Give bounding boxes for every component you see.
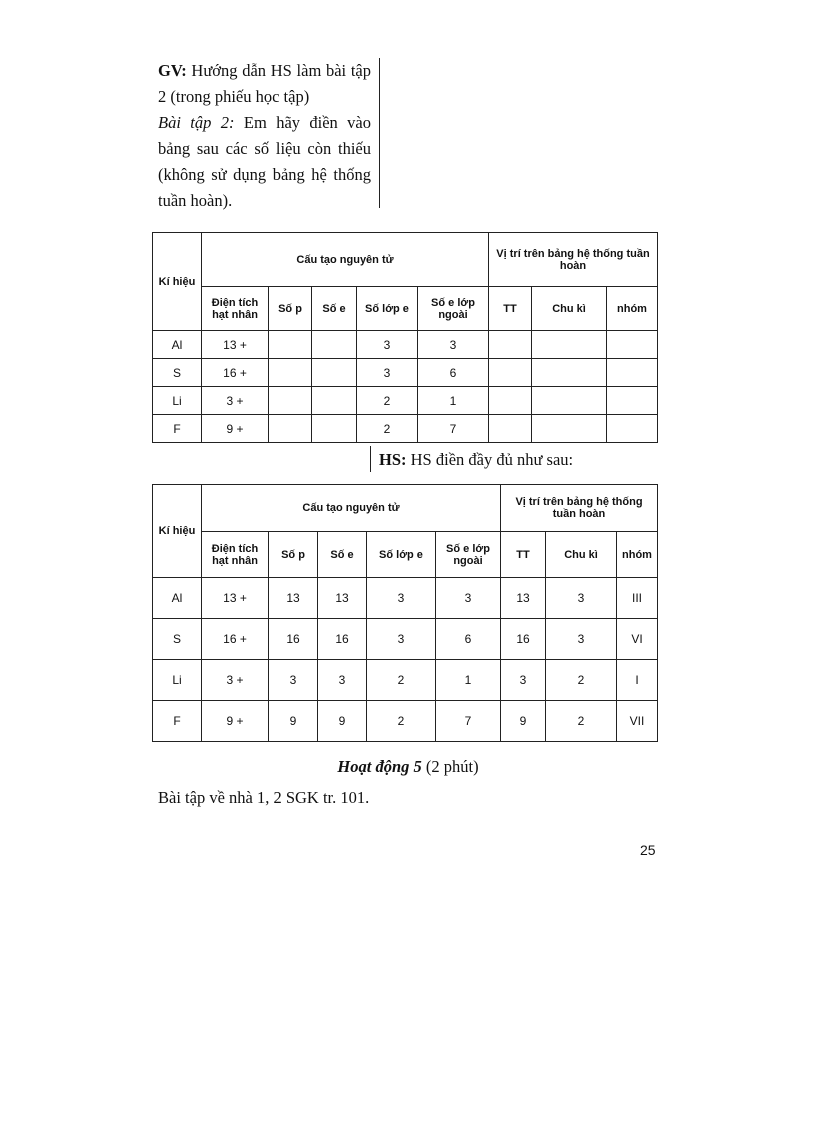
header-so-e: Số e — [312, 287, 357, 331]
table-cell: 16 — [501, 619, 546, 660]
table-cell: Li — [153, 387, 202, 415]
header-tt: TT — [489, 287, 532, 331]
table-cell: 3 — [367, 578, 436, 619]
table-cell[interactable] — [269, 415, 312, 443]
header-vi-tri: Vị trí trên bảng hệ thống tuần hoàn — [501, 485, 658, 532]
table-cell[interactable] — [532, 331, 607, 359]
table-cell: 7 — [436, 701, 501, 742]
table-cell: 3 — [436, 578, 501, 619]
table-cell[interactable] — [312, 415, 357, 443]
table-cell: 2 — [367, 660, 436, 701]
table-cell: F — [153, 701, 202, 742]
table-cell: 2 — [357, 387, 418, 415]
header-nhom: nhóm — [617, 532, 658, 578]
activity-heading — [0, 757, 816, 777]
table-cell: S — [153, 619, 202, 660]
table-cell: 13 — [269, 578, 318, 619]
table-cell: 9 — [501, 701, 546, 742]
table-cell: 16 — [318, 619, 367, 660]
table-cell: 9 + — [202, 701, 269, 742]
table-cell: 3 — [501, 660, 546, 701]
student-answer-intro — [370, 446, 573, 472]
table-cell: 13 + — [202, 331, 269, 359]
header-so-lop-e: Số lớp e — [367, 532, 436, 578]
table-cell[interactable] — [532, 359, 607, 387]
table-row — [153, 660, 658, 701]
table-cell[interactable] — [269, 387, 312, 415]
table-row — [153, 331, 658, 359]
header-so-p: Số p — [269, 287, 312, 331]
table-cell[interactable] — [489, 415, 532, 443]
table-cell[interactable] — [532, 387, 607, 415]
table-cell[interactable] — [607, 415, 658, 443]
teacher-instructions — [158, 58, 380, 208]
table-row — [153, 359, 658, 387]
table-cell: 3 — [546, 578, 617, 619]
table-cell: 3 — [357, 331, 418, 359]
header-so-lop-e: Số lớp e — [357, 287, 418, 331]
table-cell: 9 + — [202, 415, 269, 443]
hs-label: HS: — [379, 450, 407, 469]
header-ki-hieu: Kí hiệu — [153, 485, 202, 578]
header-dien-tich: Điện tích hạt nhân — [202, 532, 269, 578]
table-cell: 13 — [501, 578, 546, 619]
table-row — [153, 619, 658, 660]
homework-note: Bài tập về nhà 1, 2 SGK tr. 101. — [158, 788, 370, 807]
header-so-e-lop-ngoai: Số e lớp ngoài — [418, 287, 489, 331]
table-cell: VII — [617, 701, 658, 742]
header-chu-ki: Chu kì — [532, 287, 607, 331]
table-cell: Al — [153, 331, 202, 359]
table-cell: 3 — [357, 359, 418, 387]
table-row — [153, 415, 658, 443]
table-cell: 3 — [367, 619, 436, 660]
table-cell[interactable] — [607, 359, 658, 387]
exercise-table-blank — [152, 232, 658, 443]
header-so-e-lop-ngoai: Số e lớp ngoài — [436, 532, 501, 578]
table-cell[interactable] — [489, 387, 532, 415]
hs-text: HS điền đầy đủ như sau: — [406, 450, 574, 469]
table-cell: 3 — [318, 660, 367, 701]
table-cell: Al — [153, 578, 202, 619]
table-cell: I — [617, 660, 658, 701]
table-cell: 1 — [436, 660, 501, 701]
header-cau-tao: Cấu tạo nguyên tử — [202, 485, 501, 532]
table-cell[interactable] — [312, 387, 357, 415]
header-vi-tri: Vị trí trên bảng hệ thống tuần hoàn — [489, 233, 658, 287]
table-cell: 6 — [418, 359, 489, 387]
table-cell: Li — [153, 660, 202, 701]
table-cell: F — [153, 415, 202, 443]
table-cell: 3 — [546, 619, 617, 660]
answer-table-filled — [152, 484, 658, 742]
header-so-p: Số p — [269, 532, 318, 578]
table-row — [153, 578, 658, 619]
table-cell: 7 — [418, 415, 489, 443]
table-cell[interactable] — [489, 359, 532, 387]
table-cell: III — [617, 578, 658, 619]
table-cell: 1 — [418, 387, 489, 415]
gv-text: Hướng dẫn HS làm bài tập 2 (trong phiếu học tập) — [158, 61, 371, 106]
table-cell[interactable] — [532, 415, 607, 443]
page-number: 25 — [640, 842, 656, 858]
activity-title: Hoạt động 5 — [337, 757, 422, 776]
gv-label: GV: — [158, 61, 187, 80]
table-cell: 16 + — [202, 619, 269, 660]
exercise-text: Em hãy điền vào bảng sau các số liệu còn thiếu (không sử dụng bảng hệ thống tuần hoàn). — [158, 113, 372, 210]
table-cell[interactable] — [489, 331, 532, 359]
table-cell: 13 + — [202, 578, 269, 619]
table-cell: 9 — [269, 701, 318, 742]
table-cell: S — [153, 359, 202, 387]
table-cell: VI — [617, 619, 658, 660]
table-cell: 16 + — [202, 359, 269, 387]
header-nhom: nhóm — [607, 287, 658, 331]
table-cell[interactable] — [312, 359, 357, 387]
table-cell[interactable] — [312, 331, 357, 359]
table-row — [153, 387, 658, 415]
table-cell: 13 — [318, 578, 367, 619]
table-cell: 6 — [436, 619, 501, 660]
table-cell: 9 — [318, 701, 367, 742]
header-chu-ki: Chu kì — [546, 532, 617, 578]
table-cell[interactable] — [269, 331, 312, 359]
table-cell: 3 + — [202, 387, 269, 415]
table-cell[interactable] — [269, 359, 312, 387]
table-cell[interactable] — [607, 387, 658, 415]
table-row — [153, 701, 658, 742]
exercise-paragraph — [158, 110, 371, 214]
table-cell: 3 — [269, 660, 318, 701]
table-cell: 3 — [418, 331, 489, 359]
header-cau-tao: Cấu tạo nguyên tử — [202, 233, 489, 287]
header-ki-hieu: Kí hiệu — [153, 233, 202, 331]
table-cell: 3 + — [202, 660, 269, 701]
table-cell: 2 — [546, 701, 617, 742]
table-cell: 2 — [367, 701, 436, 742]
exercise-label: Bài tập 2: — [158, 113, 235, 132]
table-cell[interactable] — [607, 331, 658, 359]
table-cell: 2 — [357, 415, 418, 443]
header-so-e: Số e — [318, 532, 367, 578]
activity-duration: (2 phút) — [421, 757, 479, 776]
gv-paragraph — [158, 58, 371, 110]
header-dien-tich: Điện tích hạt nhân — [202, 287, 269, 331]
table-cell: 2 — [546, 660, 617, 701]
table-cell: 16 — [269, 619, 318, 660]
header-tt: TT — [501, 532, 546, 578]
